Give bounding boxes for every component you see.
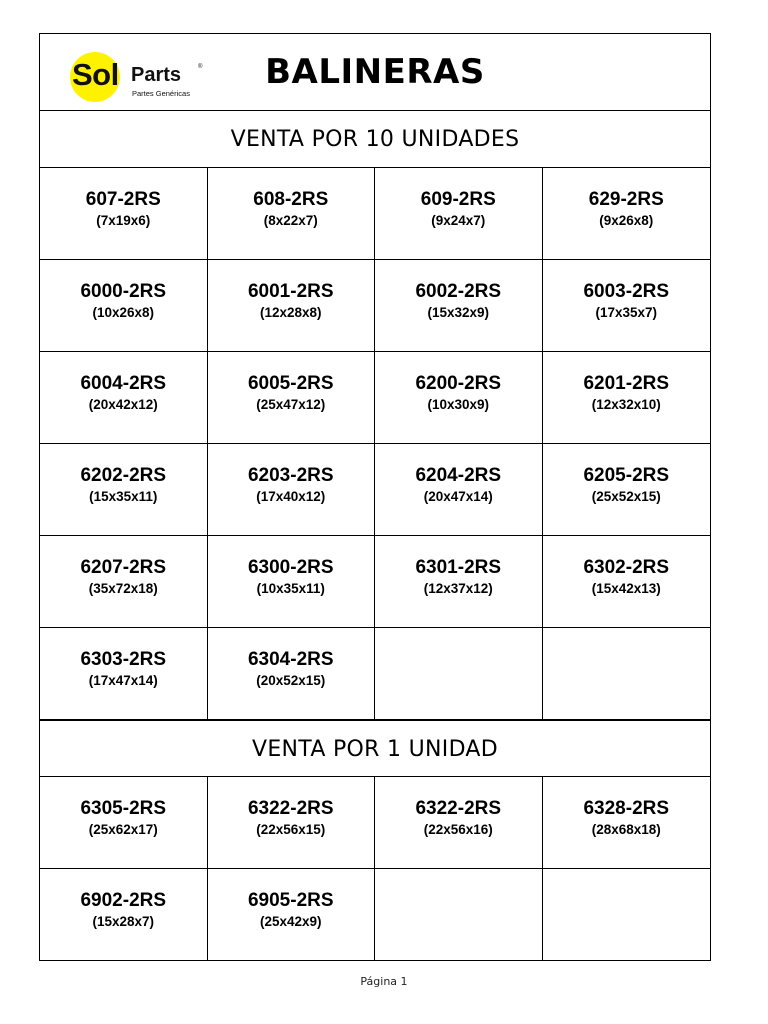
bearing-code: 6004-2RS [80, 373, 167, 394]
bearing-code: 6902-2RS [80, 890, 167, 911]
bearing-dimensions: (10x30x9) [427, 397, 490, 412]
empty-cell [375, 869, 543, 961]
bearing-code: 6001-2RS [247, 281, 334, 302]
bearing-dimensions: (12x32x10) [591, 397, 661, 412]
section-heading-10-units: VENTA POR 10 UNIDADES [40, 111, 710, 168]
bearing-code: 608-2RS [253, 189, 329, 210]
bearing-grid-10-units [40, 168, 710, 720]
bearing-dimensions: (12x28x8) [259, 305, 322, 320]
bearing-cell [543, 777, 711, 869]
bearing-code: 6201-2RS [583, 373, 670, 394]
bearing-code: 6005-2RS [247, 373, 334, 394]
bearing-cell [208, 168, 376, 260]
bearing-cell [40, 260, 208, 352]
bearing-cell [40, 628, 208, 720]
bearing-dimensions: (25x62x17) [88, 822, 158, 837]
bearing-dimensions: (17x40x12) [256, 489, 326, 504]
bearing-dimensions: (15x32x9) [427, 305, 490, 320]
logo-word-sol: Sol [72, 57, 119, 92]
bearing-dimensions: (15x42x13) [591, 581, 661, 596]
bearing-cell [40, 536, 208, 628]
bearing-code: 6200-2RS [415, 373, 502, 394]
bearing-cell [208, 352, 376, 444]
bearing-code: 6205-2RS [583, 465, 670, 486]
bearing-cell [40, 869, 208, 961]
bearing-code: 6322-2RS [247, 798, 334, 819]
bearing-cell [208, 260, 376, 352]
bearing-code: 6207-2RS [80, 557, 167, 578]
bearing-cell [40, 444, 208, 536]
bearing-cell [208, 777, 376, 869]
bearing-dimensions: (20x47x14) [423, 489, 493, 504]
bearing-code: 6305-2RS [80, 798, 167, 819]
bearing-dimensions: (35x72x18) [88, 581, 158, 596]
bearing-code: 6328-2RS [583, 798, 670, 819]
bearing-cell [40, 168, 208, 260]
bearing-cell [375, 536, 543, 628]
bearing-dimensions: (7x19x6) [96, 213, 151, 228]
empty-cell [375, 628, 543, 720]
bearing-code: 6202-2RS [80, 465, 167, 486]
bearing-cell [375, 260, 543, 352]
bearing-code: 6905-2RS [247, 890, 334, 911]
bearing-dimensions: (9x24x7) [431, 213, 486, 228]
sheet-header [40, 34, 710, 111]
bearing-cell [208, 869, 376, 961]
bearing-dimensions: (9x26x8) [599, 213, 654, 228]
bearing-cell [40, 352, 208, 444]
bearing-code: 6304-2RS [247, 649, 334, 670]
bearing-code: 629-2RS [588, 189, 664, 210]
bearing-dimensions: (10x26x8) [92, 305, 155, 320]
empty-cell [543, 628, 711, 720]
bearing-code: 6203-2RS [247, 465, 334, 486]
bearing-cell [208, 444, 376, 536]
page-title: BALINERAS [265, 52, 485, 92]
bearing-code: 6003-2RS [583, 281, 670, 302]
bearing-code: 609-2RS [420, 189, 496, 210]
bearing-code: 6300-2RS [247, 557, 334, 578]
bearing-code: 607-2RS [85, 189, 161, 210]
bearing-dimensions: (17x35x7) [595, 305, 658, 320]
bearing-dimensions: (12x37x12) [423, 581, 493, 596]
bearing-code: 6000-2RS [80, 281, 167, 302]
bearing-cell [543, 168, 711, 260]
empty-cell [543, 869, 711, 961]
bearing-code: 6204-2RS [415, 465, 502, 486]
bearing-dimensions: (10x35x11) [256, 581, 325, 596]
bearing-dimensions: (22x56x15) [256, 822, 326, 837]
bearing-cell [40, 777, 208, 869]
page-number: Página 1 [360, 975, 408, 988]
bearing-cell [543, 444, 711, 536]
bearing-cell [375, 168, 543, 260]
bearing-dimensions: (20x52x15) [256, 673, 326, 688]
price-sheet [39, 33, 711, 961]
bearing-dimensions: (15x35x11) [89, 489, 158, 504]
section-heading-1-unit: VENTA POR 1 UNIDAD [40, 720, 710, 777]
bearing-dimensions: (20x42x12) [88, 397, 158, 412]
logo-tagline: Partes Genéricas [132, 89, 190, 98]
bearing-dimensions: (25x52x15) [591, 489, 661, 504]
bearing-cell [543, 260, 711, 352]
bearing-code: 6302-2RS [583, 557, 670, 578]
bearing-code: 6322-2RS [415, 798, 502, 819]
bearing-code: 6002-2RS [415, 281, 502, 302]
bearing-grid-1-unit [40, 777, 710, 961]
bearing-code: 6301-2RS [415, 557, 502, 578]
bearing-dimensions: (28x68x18) [591, 822, 661, 837]
bearing-dimensions: (22x56x16) [423, 822, 493, 837]
bearing-dimensions: (8x22x7) [263, 213, 318, 228]
bearing-dimensions: (25x42x9) [259, 914, 322, 929]
bearing-cell [543, 352, 711, 444]
logo-word-parts: Parts [131, 64, 182, 86]
bearing-cell [375, 777, 543, 869]
bearing-code: 6303-2RS [80, 649, 167, 670]
bearing-dimensions: (17x47x14) [88, 673, 158, 688]
bearing-cell [208, 628, 376, 720]
bearing-cell [375, 352, 543, 444]
bearing-dimensions: (25x47x12) [256, 397, 326, 412]
bearing-dimensions: (15x28x7) [92, 914, 155, 929]
bearing-cell [208, 536, 376, 628]
logo-registered-mark: ® [198, 64, 203, 70]
bearing-cell [543, 536, 711, 628]
bearing-cell [375, 444, 543, 536]
